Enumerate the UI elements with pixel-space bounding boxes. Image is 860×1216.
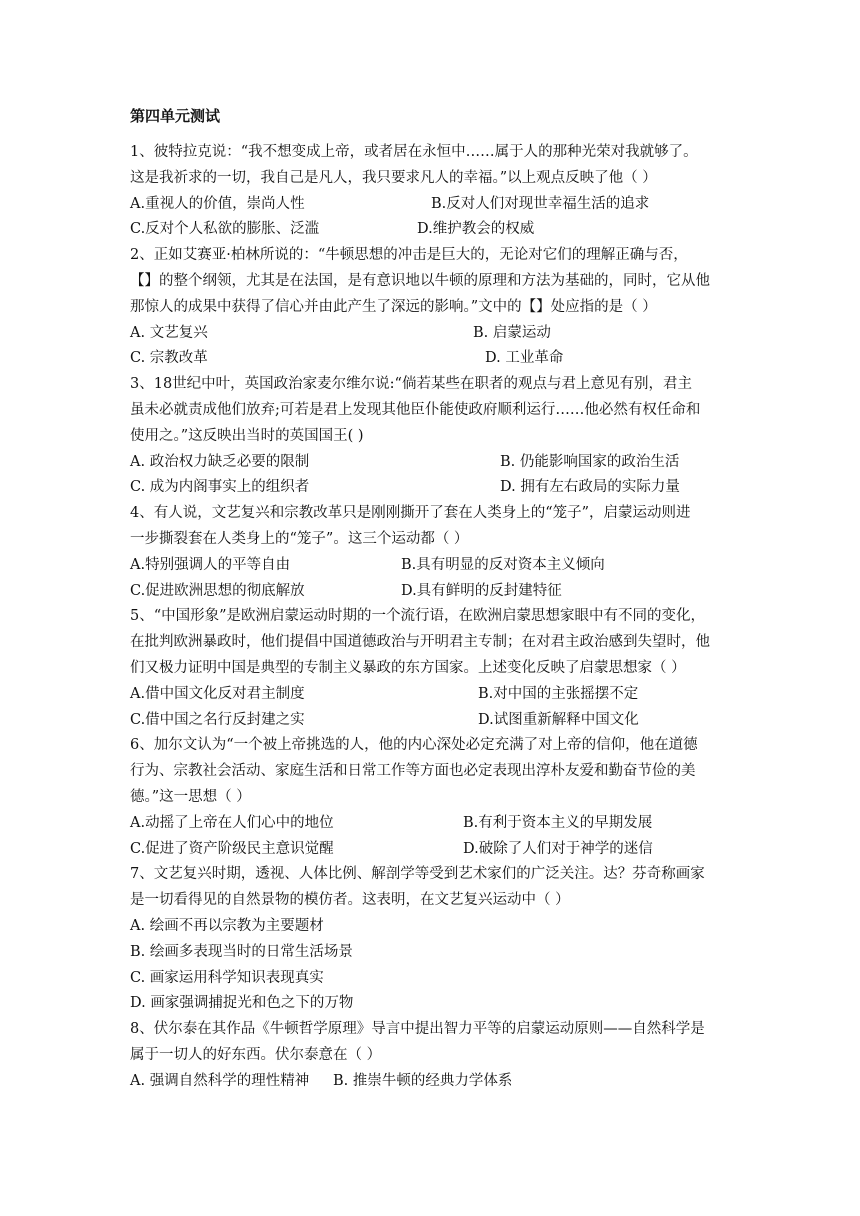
option-b: B.反对人们对现世幸福生活的追求: [431, 195, 650, 212]
option-d: D. 拥有左右政局的实际力量: [500, 479, 680, 496]
option-b: B. 绘画多表现当时的日常生活场景: [130, 943, 353, 960]
question-stem-line: 5、“中国形象”是欧洲启蒙运动时期的一个流行语，在欧洲启蒙思想家眼中有不同的变化，: [130, 608, 706, 625]
option-row: [130, 217, 730, 243]
option-c: C. 画家运用科学知识表现真实: [130, 969, 324, 986]
question-stem-line: 属于一切人的好东西。伏尔泰意在（ ）: [130, 1046, 382, 1063]
question-stem-line: 7、文艺复兴时期，透视、人体比例、解剖学等受到艺术家们的广泛关注。达？芬奇称画家: [130, 866, 705, 883]
question-2: [130, 243, 730, 372]
question-1: [130, 140, 730, 243]
option-a: A.特别强调人的平等自由: [130, 556, 291, 573]
question-stem-line: 们又极力证明中国是典型的专制主义暴政的东方国家。上述变化反映了启蒙思想家（ ）: [130, 659, 686, 676]
option-b: B. 启蒙运动: [473, 324, 551, 341]
question-4: [130, 501, 730, 604]
question-stem-line: 这是我祈求的一切，我自己是凡人，我只要求凡人的幸福。”以上观点反映了他（ ）: [130, 169, 657, 186]
option-d: D.破除了人们对于神学的迷信: [463, 840, 653, 857]
option-d: D. 画家强调捕捉光和色之下的万物: [130, 995, 354, 1012]
option-b: B. 仍能影响国家的政治生活: [500, 453, 680, 470]
option-row: [130, 192, 730, 218]
question-stem-line: 那惊人的成果中获得了信心并由此产生了深远的影响。”文中的【】处应指的是（ ）: [130, 298, 657, 315]
option-row: [130, 811, 730, 837]
question-6: [130, 733, 730, 862]
option-b: B.具有明显的反对资本主义倾向: [401, 556, 605, 573]
option-row: [130, 579, 730, 605]
question-stem-line: 【】的整个纲领，尤其是在法国，是有意识地以牛顿的原理和方法为基础的，同时，它从他: [130, 272, 710, 289]
option-d: D.具有鲜明的反封建特征: [401, 582, 562, 599]
option-row: [130, 450, 730, 476]
question-3: [130, 372, 730, 501]
question-stem-line: 8、伏尔泰在其作品《牛顿哲学原理》导言中提出智力平等的启蒙运动原则——自然科学是: [130, 1021, 705, 1038]
option-c: C. 宗教改革: [130, 350, 208, 367]
option-row: [130, 708, 730, 734]
option-a: A.借中国文化反对君主制度: [130, 685, 305, 702]
option-row: [130, 682, 730, 708]
option-row: [130, 475, 730, 501]
question-stem-line: 德。”这一思想（ ）: [130, 788, 251, 805]
option-row: [130, 321, 730, 347]
page-title: 第四单元测试: [130, 107, 221, 125]
option-a: A. 绘画不再以宗教为主要题材: [130, 917, 324, 934]
option-row: [130, 1069, 730, 1095]
option-b: B. 推崇牛顿的经典力学体系: [333, 1072, 513, 1089]
option-c: C.反对个人私欲的膨胀、泛滥: [130, 221, 320, 238]
option-a: A. 政治权力缺乏必要的限制: [130, 453, 310, 470]
option-c: C.促进了资产阶级民主意识觉醒: [130, 840, 334, 857]
question-stem-line: 是一切看得见的自然景物的模仿者。这表明，在文艺复兴运动中（ ）: [130, 892, 570, 909]
question-stem-line: 虽未必就责成他们放弃;可若是君上发现其他臣仆能使政府顺利运行……他必然有权任命和: [130, 401, 701, 418]
option-a: A. 强调自然科学的理性精神: [130, 1072, 310, 1089]
option-b: B.对中国的主张摇摆不定: [478, 685, 639, 702]
option-d: D.维护教会的权威: [417, 221, 535, 238]
question-stem-line: 4、有人说，文艺复兴和宗教改革只是刚刚撕开了套在人类身上的“笼子”，启蒙运动则进: [130, 505, 691, 522]
question-8: [130, 1017, 730, 1094]
question-stem-line: 3、18世纪中叶，英国政治家麦尔维尔说:“倘若某些在职者的观点与君上意见有别，君主: [130, 376, 692, 393]
question-5: [130, 604, 730, 733]
option-a: A. 文艺复兴: [130, 324, 208, 341]
option-a: A.动摇了上帝在人们心中的地位: [130, 814, 334, 831]
option-d: D.试图重新解释中国文化: [478, 711, 639, 728]
option-b: B.有利于资本主义的早期发展: [463, 814, 653, 831]
option-row: [130, 553, 730, 579]
option-c: C. 成为内阁事实上的组织者: [130, 479, 310, 496]
option-d: D. 工业革命: [485, 350, 564, 367]
question-7: [130, 862, 730, 1017]
option-row: [130, 837, 730, 863]
question-stem-line: 6、加尔文认为“一个被上帝挑选的人，他的内心深处必定充满了对上帝的信仰，他在道德: [130, 737, 698, 754]
question-stem-line: 使用之。”这反映出当时的英国国王( ): [130, 427, 364, 444]
option-row: [130, 346, 730, 372]
option-c: C.促进欧洲思想的彻底解放: [130, 582, 305, 599]
question-stem-line: 2、正如艾赛亚·柏林所说的：“牛顿思想的冲击是巨大的，无论对它们的理解正确与否，: [130, 247, 688, 264]
document-page: [130, 104, 730, 1094]
option-a: A.重视人的价值，崇尚人性: [130, 195, 305, 212]
question-stem-line: 行为、宗教社会活动、家庭生活和日常工作等方面也必定表现出淳朴友爱和勤奋节俭的美: [130, 763, 696, 780]
question-stem-line: 1、彼特拉克说：“我不想变成上帝，或者居在永恒中……属于人的那种光荣对我就够了。: [130, 144, 698, 160]
option-c: C.借中国之名行反封建之实: [130, 711, 305, 728]
question-stem-line: 一步撕裂套在人类身上的“笼子”。这三个运动都（ ）: [130, 530, 469, 547]
question-stem-line: 在批判欧洲暴政时，他们提倡中国道德政治与开明君主专制；在对君主政治感到失望时，他: [130, 634, 710, 651]
